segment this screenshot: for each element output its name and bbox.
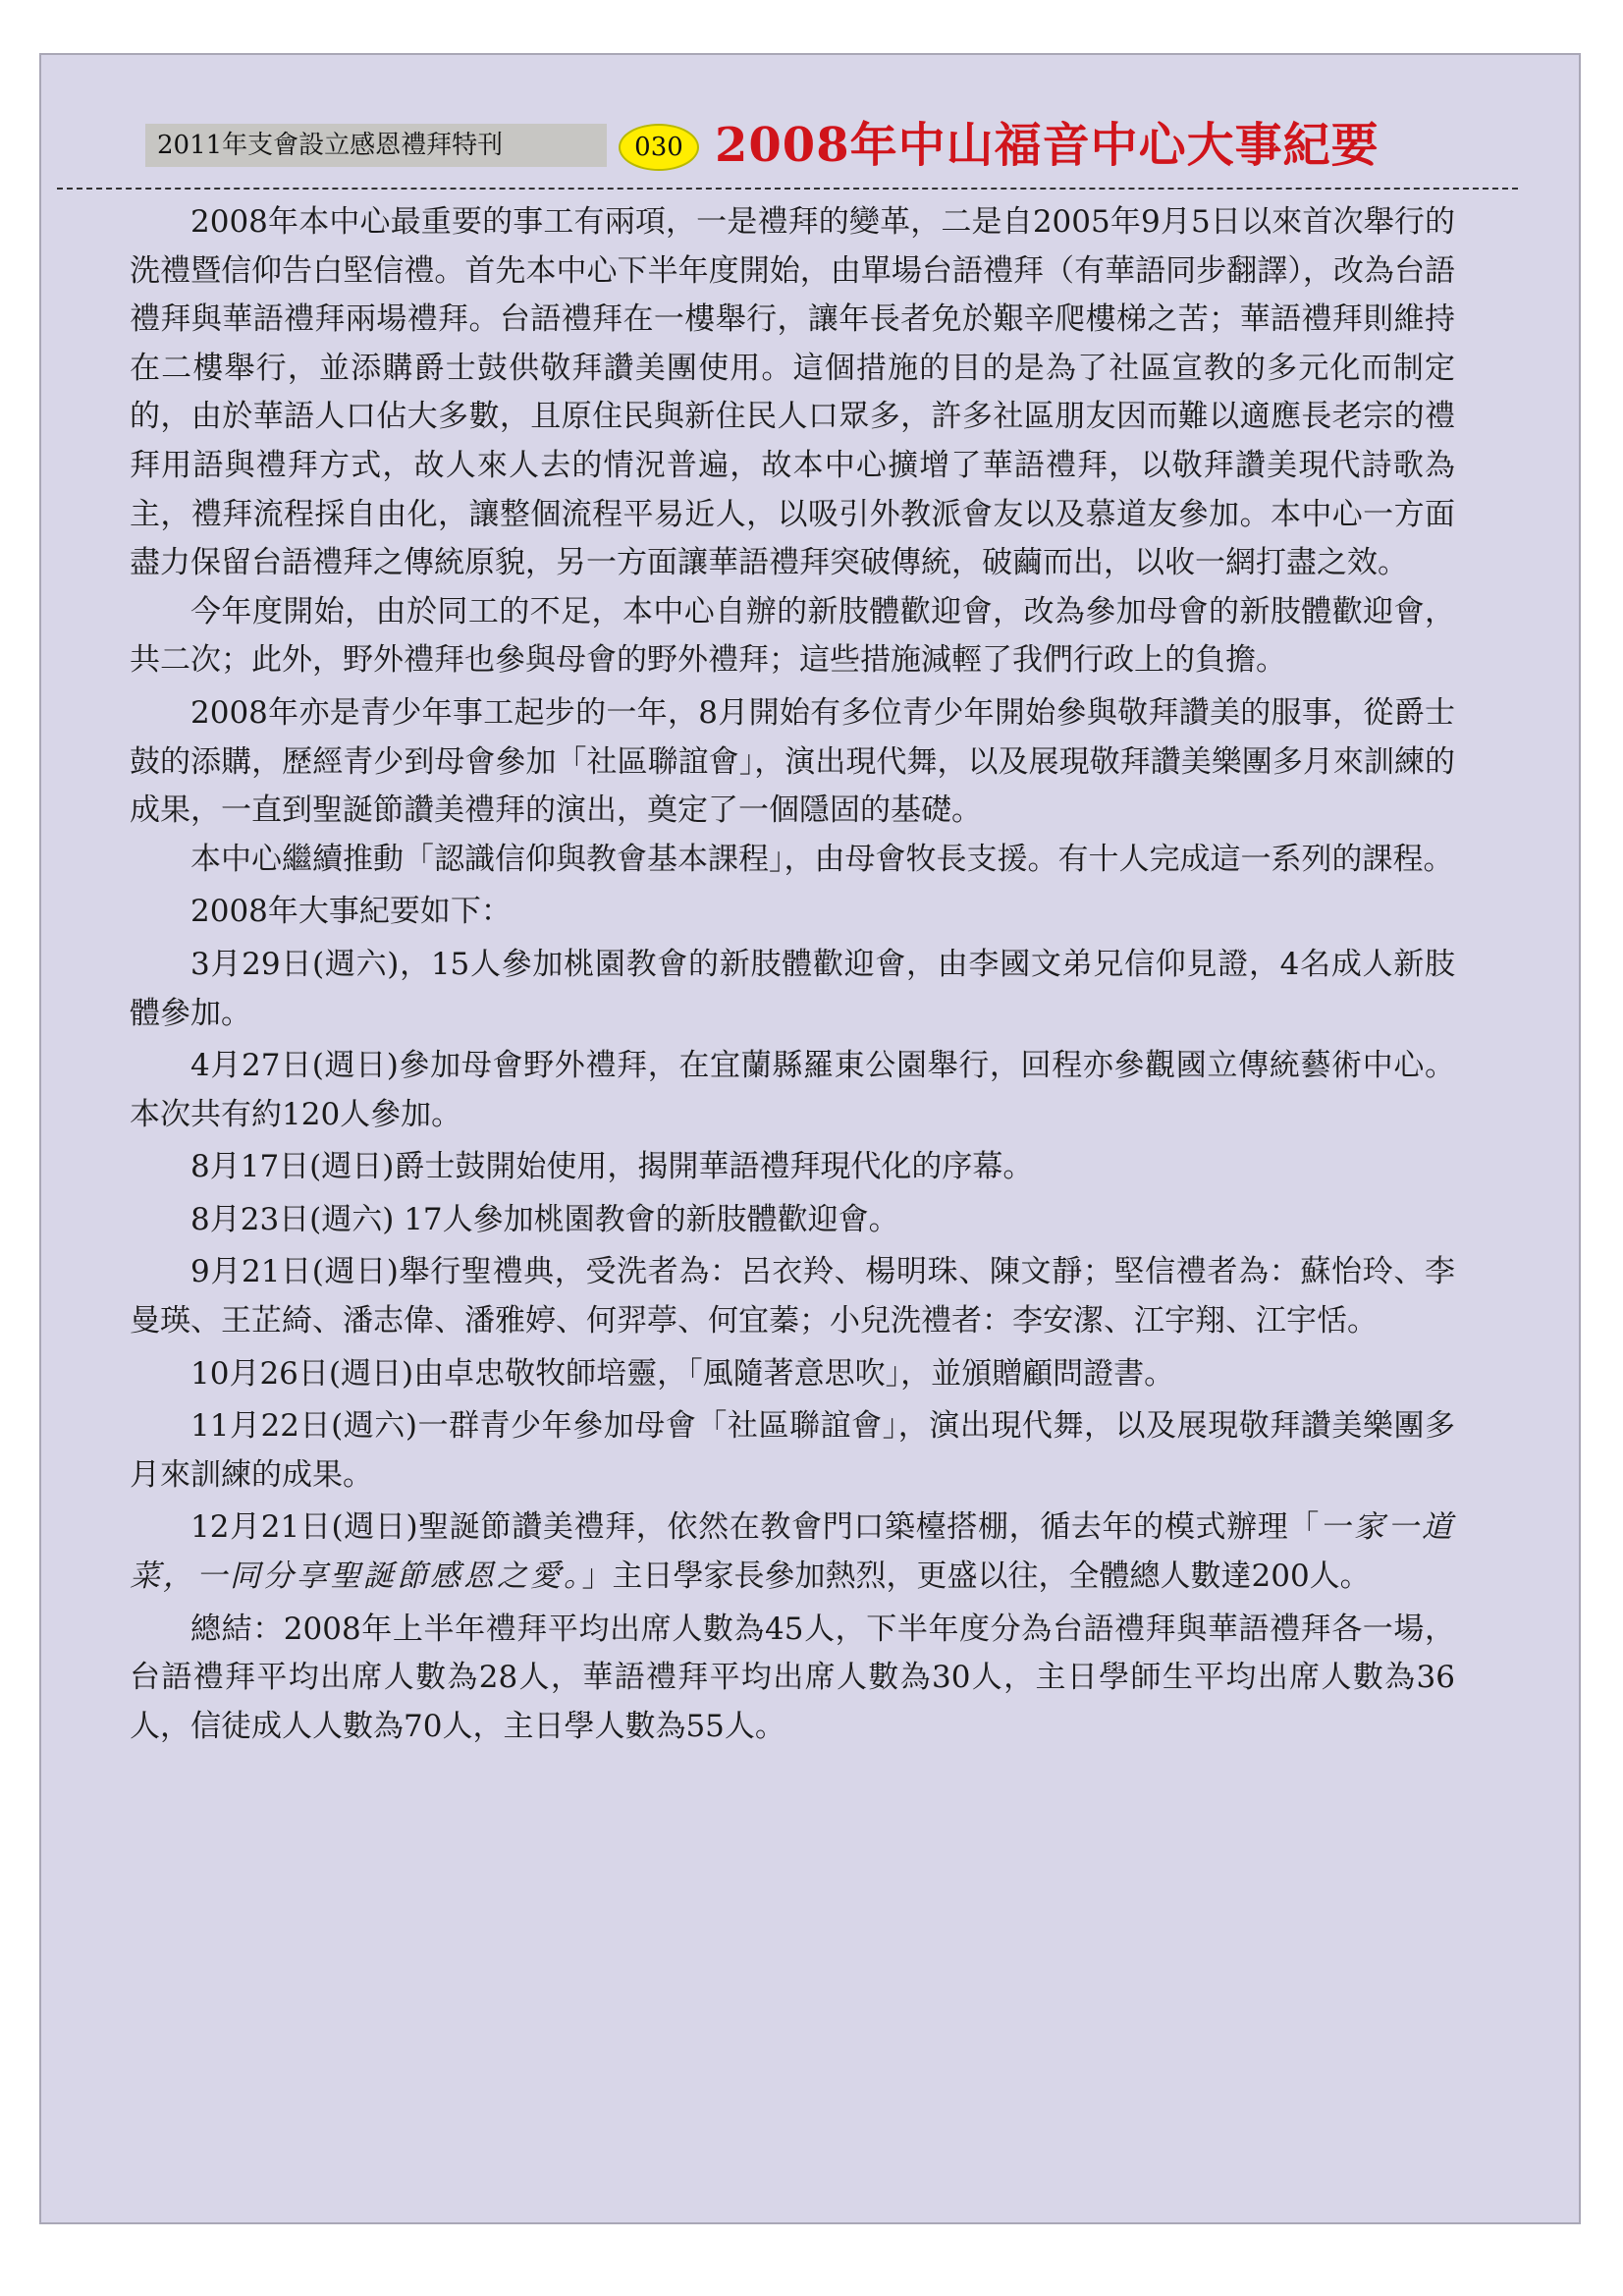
paragraph — [130, 1503, 1455, 1601]
paragraph: 今年度開始，由於同工的不足，本中心自辦的新肢體歡迎會，改為參加母會的新肢體歡迎會，共二次；此外，野外禮拜也參與母會的野外禮拜；這些措施減輕了我們行政上的負擔。 — [130, 593, 1455, 679]
paragraph-text: 12月21日(週日)聖誕節讚美禮拜，依然在教會門口築檯搭棚，循去年的模式辦理「 — [190, 1509, 1321, 1546]
paragraph: 3月29日(週六)，15人參加桃園教會的新肢體歡迎會，由李國文弟兄信仰見證，4名成人新肢體參加。 — [130, 946, 1455, 1031]
paragraph: 9月21日(週日)舉行聖禮典，受洗者為：呂衣羚、楊明珠、陳文靜；堅信禮者為：蘇怡玲、李曼瑛、王芷綺、潘志偉、潘雅婷、何羿葶、何宜蓁；小兒洗禮者：李安潔、江宇翔、江宇恬。 — [130, 1254, 1455, 1339]
paragraph: 10月26日(週日)由卓忠敬牧師培靈，「風隨著意思吹」，並頒贈顧問證書。 — [190, 1355, 1175, 1392]
paragraph: 4月27日(週日)參加母會野外禮拜，在宜蘭縣羅東公園舉行，回程亦參觀國立傳統藝術中心。本次共有約120人參加。 — [130, 1048, 1455, 1132]
paragraph-text: 」主日學家長參加熱烈，更盛以往，全體總人數達200人。 — [581, 1558, 1371, 1595]
paragraph: 2008年大事紀要如下： — [190, 894, 512, 930]
paragraph: 2008年本中心最重要的事工有兩項，一是禮拜的變革，二是自2005年9月5日以來首次舉行的洗禮暨信仰告白堅信禮。首先本中心下半年度開始，由單場台語禮拜（有華語同步翻譯），改為台語禮拜與華語禮拜兩場禮拜。台語禮拜在一樓舉行，讓年長者免於艱辛爬樓梯之苦；華語禮拜則維持在二樓舉行，並添購爵士鼓供敬拜讚美團使用。這個措施的目的是為了社區宣教的多元化而制定的，由於華語人口佔大多數，且原住民與新住民人口眾多，許多社區朋友因而難以適應長老宗的禮拜用語與禮拜方式，故人來人去的情況普遍，故本中心擴增了華語禮拜，以敬拜讚美現代詩歌為主，禮拜流程採自由化，讓整個流程平易近人，以吸引外教派會友以及慕道友參加。本中心一方面盡力保留台語禮拜之傳統原貌，另一方面讓華語禮拜突破傳統，破繭而出，以收一網打盡之效。 — [130, 204, 1455, 581]
paragraph: 總結：2008年上半年禮拜平均出席人數為45人，下半年度分為台語禮拜與華語禮拜各一場，台語禮拜平均出席人數為28人，華語禮拜平均出席人數為30人，主日學師生平均出席人數為36人，信徒成人人數為70人，主日學人數為55人。 — [130, 1611, 1455, 1744]
page-title: 2008年中山福音中心大事紀要 — [715, 118, 1380, 173]
paragraph: 11月22日(週六)一群青少年參加母會「社區聯誼會」，演出現代舞，以及展現敬拜讚美樂團多月來訓練的成果。 — [130, 1408, 1455, 1493]
header-divider — [57, 188, 1518, 190]
publication-label: 2011年支會設立感恩禮拜特刊 — [145, 124, 607, 167]
paragraph: 8月23日(週六) 17人參加桃園教會的新肢體歡迎會。 — [190, 1201, 899, 1237]
paragraph: 本中心繼續推動「認識信仰與教會基本課程」，由母會牧長支援。有十人完成這一系列的課程。 — [190, 841, 1454, 877]
page-number-badge: 030 — [619, 124, 699, 171]
quoted-slogan: 一家一道菜，一同分享聖誕節感恩之愛。 — [130, 1509, 1456, 1595]
paragraph: 2008年亦是青少年事工起步的一年，8月開始有多位青少年開始參與敬拜讚美的服事，從爵士鼓的添購，歷經青少到母會參加「社區聯誼會」，演出現代舞，以及展現敬拜讚美樂團多月來訓練的成果，一直到聖誕節讚美禮拜的演出，奠定了一個隱固的基礎。 — [130, 694, 1455, 829]
paragraph: 8月17日(週日)爵士鼓開始使用，揭開華語禮拜現代化的序幕。 — [190, 1149, 1034, 1185]
article-body — [130, 198, 1455, 1751]
